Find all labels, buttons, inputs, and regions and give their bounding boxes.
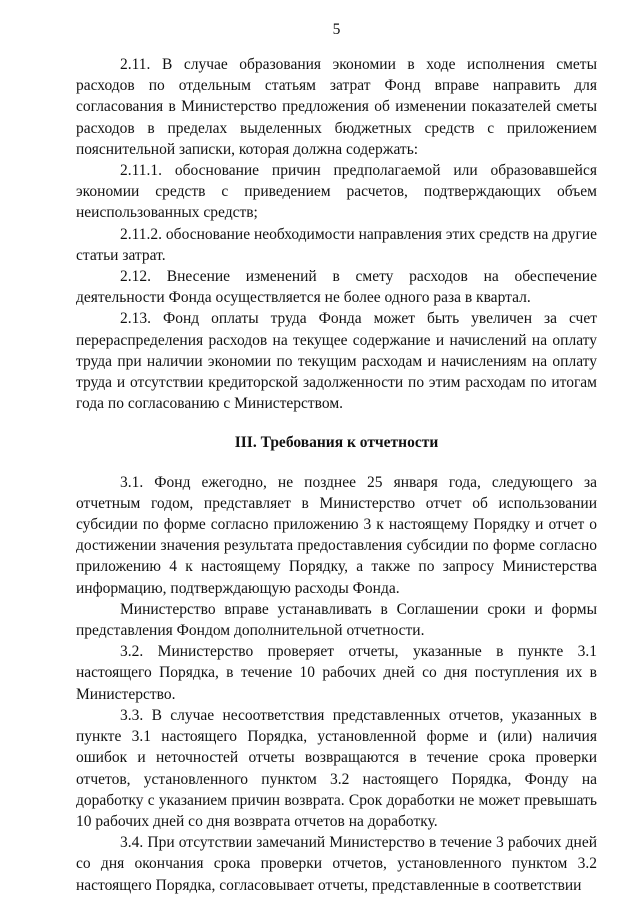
paragraph-2-11: 2.11. В случае образования экономии в ходе исполнения сметы расходов по отдельным статьям затрат Фонд вправе направить для согласования в Министерство предложения об изменении показателей сметы расходов в пределах выделенных бюджетных средств с приложением пояснительной записки, которая должна содержать: (76, 56, 597, 158)
paragraph-3-2: 3.2. Министерство проверяет отчеты, указанные в пункте 3.1 настоящего Порядка, в течение 10 рабочих дней со дня поступления их в Министерство. (76, 643, 597, 703)
paragraph-3-4: 3.4. При отсутствии замечаний Министерство в течение 3 рабочих дней со дня окончания срока проверки отчетов, установленного пунктом 3.2 настоящего Порядка, согласовывает отчеты, представленные в соответствии (76, 834, 597, 894)
paragraph-2-12: 2.12. Внесение изменений в смету расходов на обеспечение деятельности Фонда осуществляется не более одного раза в квартал. (76, 268, 597, 307)
page-number: 5 (332, 21, 341, 38)
section-heading: III. Требования к отчетности (234, 434, 439, 452)
paragraph-2-13: 2.13. Фонд оплаты труда Фонда может быть увеличен за счет перераспределения расходов на текущее содержание и начислений на оплату труда при наличии экономии по текущим расходам и начислениям на оплату труда и отсутствии кредиторской задолженности по этим расходам по итогам года по согласованию с Министерством. (76, 310, 597, 413)
paragraph-3-1: 3.1. Фонд ежегодно, не позднее 25 января года, следующего за отчетным годом, представляет в Министерство отчет об использовании субсидии по форме согласно приложению 3 к настоящему Порядку и отчет о достижении значения результата предоставления субсидии по форме согласно приложению 4 к настоящему Порядку, а также по запросу Министерства информацию, подтверждающую расходы Фонда. (76, 473, 597, 597)
paragraph-3-3: 3.3. В случае несоответствия представленных отчетов, указанных в пункте 3.1 настоящего Порядка, установленной форме и (или) наличия ошибок и неточностей отчеты возвращаются в течение срока проверки отчетов, установленного пунктом 3.2 настоящего Порядка, Фонду на доработку с указанием причин возврата. Срок доработки не может превышать 10 рабочих дней со дня возврата отчетов на доработку. (76, 706, 597, 830)
paragraph-ministry-rights: Министерство вправе устанавливать в Соглашении сроки и формы представления Фондом дополнительной отчетности. (76, 600, 597, 640)
paragraph-2-11-1: 2.11.1. обоснование причин предполагаемой или образовавшейся экономии средств с приведением расчетов, подтверждающих объем неиспользованных средств; (76, 162, 597, 222)
document-body (76, 54, 597, 896)
paragraph-2-11-2: 2.11.2. обоснование необходимости направления этих средств на другие статьи затрат. (76, 225, 597, 264)
